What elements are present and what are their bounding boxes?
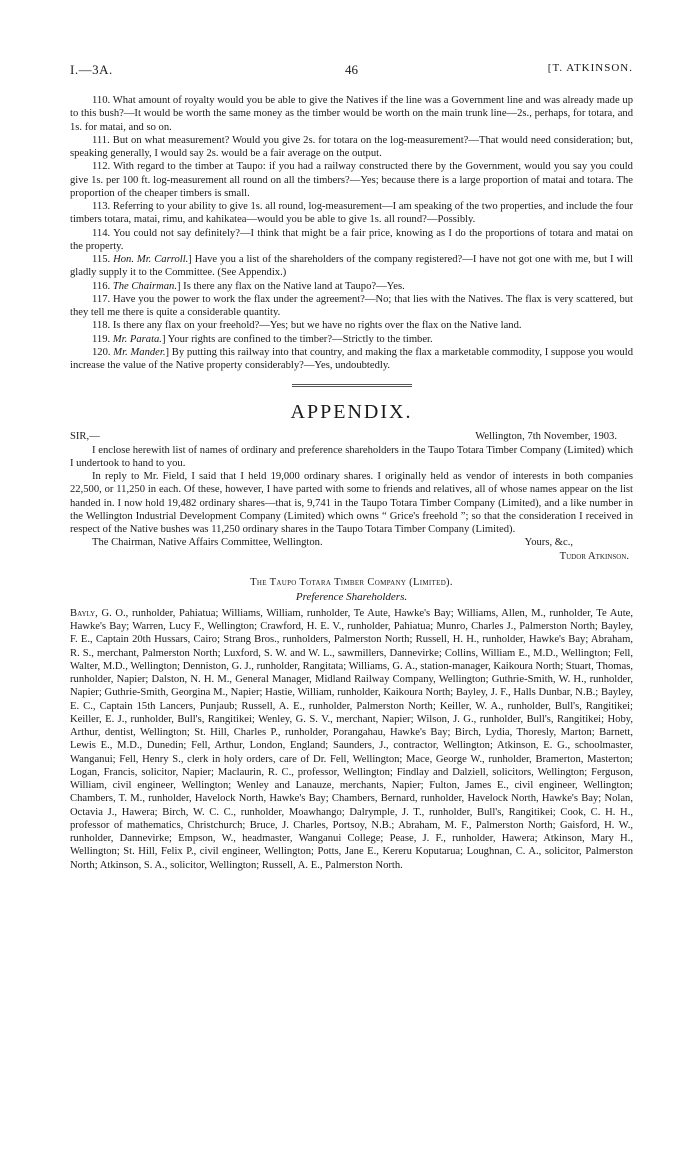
speaker: Hon. Mr. Carroll. xyxy=(113,254,189,265)
company-title: The Taupo Totara Timber Company (Limited). xyxy=(250,576,453,588)
letter-paragraph: I enclose herewith list of names of ordinary and preference shareholders in the Taupo Totara Timber Company (Limited) which I undertook to hand to you. xyxy=(70,444,633,469)
first-shareholder: Bayly xyxy=(70,607,96,619)
page-header xyxy=(70,62,633,86)
appendix-title: APPENDIX. xyxy=(290,401,413,424)
question-117: 117. Have you the power to work the flax under the agreement?—No; that lies with the Natives. The flax is very scattered, but they tell me there is quite a considerable quantity. xyxy=(70,293,633,318)
question-120: 120. Mr. Mander.] By putting this railway into that country, and making the flax a marketable commodity, I suppose you would increase the value of the Native property considerably?—Yes, undoubtedly. xyxy=(70,346,633,371)
letter-paragraph: In reply to Mr. Field, I said that I held 19,000 ordinary shares. I originally held as vendor of interests in both companies 22,500, or 11,250 in each. Of these, however, I have parted with some to friends and relatives, all of whose names appear on the list handed in. I now hold 19,482 ordinary shares—that is, 9,741 in the Taupo Totara Timber Company (Limited), and a like number in the Wellington Industrial Development Company (Limited) which owns “ Grice's freehold ”; so that the consideration I received in respect of the Native bushes was 11,250 ordinary shares in the Taupo Totara Timber Company (Limited). xyxy=(70,471,633,535)
closing: Yours, &c., xyxy=(524,537,573,549)
question-118: 118. Is there any flax on your freehold?—Yes; but we have no rights over the flax on the Native land. xyxy=(92,320,522,332)
speaker: Mr. Parata. xyxy=(112,333,162,345)
appendix-letter xyxy=(70,430,633,563)
section-divider-lower xyxy=(292,386,412,387)
letter-date: Wellington, 7th November, 1903. xyxy=(475,431,617,443)
list-subtitle: Preference Shareholders. xyxy=(295,590,408,603)
section-divider xyxy=(292,384,412,385)
question-111: 111. But on what measurement? Would you give 2s. for totara on the log-measurement?—That would need consideration; but, speaking generally, I would say 2s. would be a fair average on the output. xyxy=(70,134,633,159)
salutation: SIR,— xyxy=(70,431,100,443)
question-116: 116. The Chairman.] Is there any flax on the Native land at Taupo?—Yes. xyxy=(92,280,405,292)
questions-section xyxy=(70,94,633,372)
question-113: 113. Referring to your ability to give 1s. all round, log-measurement—I am speaking of the two properties, and include the four timbers totara, matai, rimu, and kahikatea—would you be able to give 1s. all round?—Possibly. xyxy=(70,201,633,226)
signature: Tudor Atkinson. xyxy=(559,550,629,562)
document-page xyxy=(70,62,633,872)
page-number: 46 xyxy=(345,62,358,77)
question-114: 114. You could not say definitely?—I think that might be a fair price, knowing as I do the proportions of totara and matai on the property. xyxy=(70,227,633,252)
addressee: The Chairman, Native Affairs Committee, Wellington. xyxy=(92,537,323,549)
shareholder-entries: , G. O., runholder, Pahiatua; Williams, William, runholder, Te Aute, Hawke's Bay; Williams, Allen, M., runholder, Te Aute, Hawke's Bay; Warren, Lucy F., Wellington; Crawford, H. E. V., runholder, Pahiatua; Munro, Charles J., Palmerston North; Bayley, F. E., Captain 20th Hussars, Cairo; Strang Bros., runholders, Palmerston North; Russell, H. H., runholder, Hawke's Bay; Abraham, R. S., merchant, Palmerston North; Luxford, S. W. and W. L., sawmillers, Dannevirke; Collins, William E., M.D., Wellington; Fell, Walter, M.D., Wellington; Denniston, G. J., runholder, Rangitata; Williams, G. A., station-manager, Kaikoura North; Stuart, Thomas, runholder, Napier; Dalston, N. H. M., General Manager, Midland Railway Company, Wellington; Guthrie-Smith, W. H., runholder, Napier; Guthrie-Smith, Georgina M., Napier; Hastie, William, runholder, Kaikoura North; Bayley, J. F., Halls Dunbar, N.B.; Bayley, E. C., Captain 15th Lancers, Punjaub; Russell, A. E., runholder, Palmerston North; Keiller, W. A., runholder, Bull's, Rangitikei; Keiller, E. J., runholder, Bull's, Rangitikei; Wenley, G. S. V., merchant, Napier; Wilson, J. G., runholder, Bull's, Rangitikei; Hoby, Arthur, dentist, Wellington; St. Hill, Charles P., runholder, Porangahau, Hawke's Bay; Birch, Lydia, Thoresly, Marton; Barnett, Lewis E., M.D., Dunedin; Fell, Arthur, London, England; Saunders, J., contractor, Wellington; Atkinson, E. G., schoolmaster, Wanganui; Fell, Henry S., clerk in holy orders, care of Dr. Fell, Wellington; Mace, George W., runholder, Bramerton, Masterton; Logan, Francis, solicitor, Napier; Maclaurin, R. C., professor, Wellington; Findlay and Dalziell, solicitors, Wellington; Ferguson, William, civil engineer, Wellington; Wenley and Lanauze, merchants, Napier; Fulton, James E., civil engineer, Wellington; Chambers, T. M., runholder, Havelock North, Hawke's Bay; Chambers, Bernard, runholder, Havelock North, Hawke's Bay; Nolan, Octavia J., Hawera; Birch, W. C. C., runholder, Moawhango; Dalrymple, J. T., runholder, Bull's, Rangitikei; Cook, C. H. H., professor of mathematics, Christchurch; Bruce, J. Charles, Portsoy, N.B.; Abraham, M. F., Palmerston North; Gaisford, H. W., runholder, Dannevirke; Empson, W., headmaster, Wanganui College; Pease, J. F., runholder, Hawera; Atkinson, Mary H., Wellington; St. Hill, Felix P., civil engineer, Wellington; Potts, Jane E., Kereru Koputarua; Loughnan, C. A., solicitor, Palmerston North; Atkinson, S. A., solicitor, Wellington; Russell, A. E., Palmerston North. xyxy=(70,607,633,871)
witness-name: [T. ATKINSON. xyxy=(547,62,633,74)
speaker: Mr. Mander. xyxy=(113,346,166,358)
paper-reference: I.—3A. xyxy=(70,62,113,77)
question-119: 119. Mr. Parata.] Your rights are confined to the timber?—Strictly to the timber. xyxy=(92,333,433,345)
question-115: 115. Hon. Mr. Carroll.] Have you a list of the shareholders of the company registered?—I have not got one with me, but I will gladly supply it to the Committee. (See Appendix.) xyxy=(70,254,633,279)
shareholder-list xyxy=(70,607,633,872)
question-112: 112. With regard to the timber at Taupo: if you had a railway constructed there by the Government, would you say you could give 1s. per 100 ft. log-measurement all round on all the timbers?—Yes; because there is a large proportion of matai and totara. The proportion of the cheaper timbers is small. xyxy=(70,161,633,199)
speaker: The Chairman. xyxy=(112,280,177,292)
question-110: 110. What amount of royalty would you be able to give the Natives if the line was a Government line and was already made up to this bush?—It would be worth the same money as the timber would be worth on the main trunk line—2s., perhaps, for totara, and 1s. for matai, and so on. xyxy=(70,95,633,133)
